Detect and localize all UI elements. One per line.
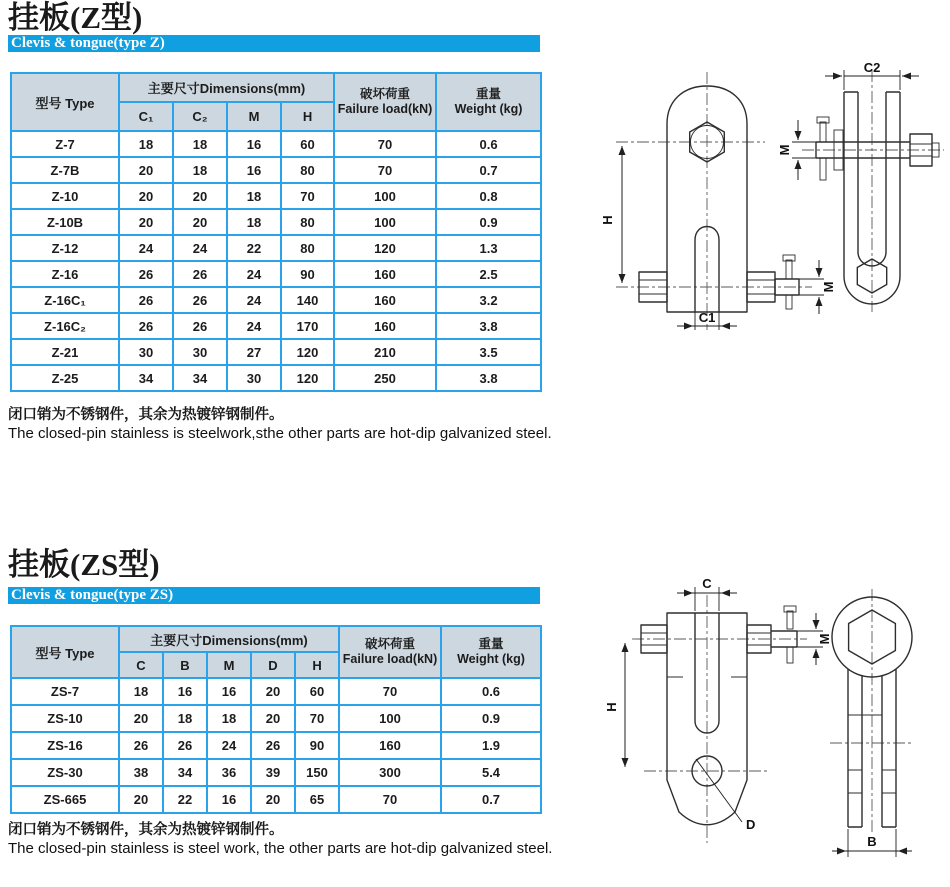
z-header-row-1 xyxy=(11,73,541,102)
type-cell: Z-16C₂ xyxy=(11,313,119,339)
value-cell: 26 xyxy=(119,732,163,759)
value-cell: 16 xyxy=(163,678,207,705)
z-col-m: M xyxy=(227,102,281,131)
value-cell: 38 xyxy=(119,759,163,786)
value-cell: 70 xyxy=(334,131,436,157)
value-cell: 30 xyxy=(173,339,227,365)
table-row xyxy=(11,339,541,365)
value-cell: 0.8 xyxy=(436,183,541,209)
zs-front-view xyxy=(604,576,832,843)
value-cell: 100 xyxy=(339,705,441,732)
table-row xyxy=(11,759,541,786)
value-cell: 300 xyxy=(339,759,441,786)
dim-label-m-front: M xyxy=(821,281,836,293)
dim-label-d: D xyxy=(746,817,756,832)
value-cell: 70 xyxy=(339,786,441,813)
value-cell: 16 xyxy=(227,131,281,157)
zs-col-type: 型号 Type xyxy=(11,626,119,678)
table-row xyxy=(11,235,541,261)
value-cell: 30 xyxy=(227,365,281,391)
value-cell: 18 xyxy=(119,678,163,705)
dim-label-c: C xyxy=(702,576,712,591)
table-row xyxy=(11,705,541,732)
table-row xyxy=(11,131,541,157)
zs-col-weight xyxy=(441,626,541,678)
dim-label-m: M xyxy=(817,633,832,645)
z-col-c1: C₁ xyxy=(119,102,173,131)
value-cell: 20 xyxy=(119,705,163,732)
value-cell: 24 xyxy=(207,732,251,759)
type-cell: Z-16 xyxy=(11,261,119,287)
value-cell: 22 xyxy=(227,235,281,261)
value-cell: 26 xyxy=(173,313,227,339)
zs-col-failure-cn: 破坏荷重 xyxy=(365,637,416,651)
value-cell: 90 xyxy=(295,732,339,759)
value-cell: 160 xyxy=(334,261,436,287)
type-cell: ZS-7 xyxy=(11,678,119,705)
value-cell: 18 xyxy=(207,705,251,732)
zs-header-row-1 xyxy=(11,626,541,652)
value-cell: 16 xyxy=(207,786,251,813)
value-cell: 1.3 xyxy=(436,235,541,261)
value-cell: 210 xyxy=(334,339,436,365)
value-cell: 16 xyxy=(207,678,251,705)
value-cell: 3.2 xyxy=(436,287,541,313)
value-cell: 24 xyxy=(227,287,281,313)
value-cell: 18 xyxy=(227,209,281,235)
value-cell: 24 xyxy=(227,261,281,287)
dim-label-m-side: M xyxy=(777,144,792,156)
zs-col-c: C xyxy=(119,652,163,678)
table-row xyxy=(11,209,541,235)
value-cell: 22 xyxy=(163,786,207,813)
value-cell: 0.7 xyxy=(436,157,541,183)
z-col-weight-cn: 重量 xyxy=(476,87,502,101)
value-cell: 34 xyxy=(119,365,173,391)
value-cell: 2.5 xyxy=(436,261,541,287)
value-cell: 20 xyxy=(119,209,173,235)
value-cell: 80 xyxy=(281,209,334,235)
value-cell: 3.8 xyxy=(436,313,541,339)
value-cell: 20 xyxy=(119,157,173,183)
value-cell: 39 xyxy=(251,759,295,786)
cotter-pin-icon xyxy=(787,611,793,629)
value-cell: 60 xyxy=(281,131,334,157)
zs-col-failure-load xyxy=(339,626,441,678)
value-cell: 100 xyxy=(334,209,436,235)
value-cell: 0.7 xyxy=(441,786,541,813)
section-z-banner: Clevis & tongue(type Z) xyxy=(8,35,540,52)
z-table-body xyxy=(11,131,541,391)
table-row xyxy=(11,157,541,183)
value-cell: 18 xyxy=(119,131,173,157)
value-cell: 5.4 xyxy=(441,759,541,786)
value-cell: 160 xyxy=(339,732,441,759)
table-row xyxy=(11,287,541,313)
z-note-chinese: 闭口销为不锈钢件，其余为热镀锌钢制件。 xyxy=(8,407,284,423)
z-col-failure-cn: 破坏荷重 xyxy=(360,87,411,101)
zs-col-dimensions-group: 主要尺寸Dimensions(mm) xyxy=(119,626,339,652)
type-cell: Z-10 xyxy=(11,183,119,209)
zs-note-chinese: 闭口销为不锈钢件，其余为热镀锌钢制件。 xyxy=(8,822,284,838)
cotter-pin-icon xyxy=(786,260,792,279)
section-zs-banner: Clevis & tongue(type ZS) xyxy=(8,587,540,604)
z-note-english: The closed-pin stainless is steelwork,sthe other parts are hot-dip galvanized steel. xyxy=(8,425,552,442)
table-row xyxy=(11,183,541,209)
z-spec-table xyxy=(10,72,542,392)
dim-label-c1: C1 xyxy=(698,310,716,325)
value-cell: 20 xyxy=(173,183,227,209)
value-cell: 34 xyxy=(163,759,207,786)
zs-col-weight-cn: 重量 xyxy=(478,637,504,651)
value-cell: 20 xyxy=(251,705,295,732)
value-cell: 120 xyxy=(281,339,334,365)
zs-col-m: M xyxy=(207,652,251,678)
value-cell: 20 xyxy=(251,678,295,705)
value-cell: 70 xyxy=(334,157,436,183)
zs-col-failure-en: Failure load(kN) xyxy=(342,652,438,666)
value-cell: 170 xyxy=(281,313,334,339)
type-cell: ZS-10 xyxy=(11,705,119,732)
value-cell: 26 xyxy=(173,261,227,287)
zs-col-weight-en: Weight (kg) xyxy=(457,652,525,666)
type-cell: Z-21 xyxy=(11,339,119,365)
value-cell: 60 xyxy=(295,678,339,705)
value-cell: 3.8 xyxy=(436,365,541,391)
type-cell: ZS-16 xyxy=(11,732,119,759)
z-technical-drawing xyxy=(592,60,950,365)
cotter-pin-icon xyxy=(820,122,826,142)
dim-label-h: H xyxy=(604,702,619,712)
z-side-view xyxy=(777,60,944,312)
value-cell: 0.9 xyxy=(441,705,541,732)
dim-label-h: H xyxy=(600,215,615,225)
value-cell: 18 xyxy=(173,131,227,157)
value-cell: 24 xyxy=(173,235,227,261)
z-col-weight xyxy=(436,73,541,131)
z-col-dimensions-group: 主要尺寸Dimensions(mm) xyxy=(119,73,334,102)
value-cell: 70 xyxy=(281,183,334,209)
dim-label-b: B xyxy=(867,834,877,849)
value-cell: 80 xyxy=(281,157,334,183)
value-cell: 26 xyxy=(119,313,173,339)
value-cell: 26 xyxy=(163,732,207,759)
table-row xyxy=(11,261,541,287)
value-cell: 0.6 xyxy=(436,131,541,157)
value-cell: 120 xyxy=(334,235,436,261)
value-cell: 160 xyxy=(334,287,436,313)
type-cell: ZS-30 xyxy=(11,759,119,786)
zs-table-body xyxy=(11,678,541,813)
value-cell: 65 xyxy=(295,786,339,813)
value-cell: 80 xyxy=(281,235,334,261)
zs-note-english: The closed-pin stainless is steel work, the other parts are hot-dip galvanized steel. xyxy=(8,840,553,857)
zs-note xyxy=(8,821,553,859)
zs-spec-table xyxy=(10,625,542,814)
value-cell: 24 xyxy=(227,313,281,339)
value-cell: 30 xyxy=(119,339,173,365)
value-cell: 0.6 xyxy=(441,678,541,705)
value-cell: 1.9 xyxy=(441,732,541,759)
type-cell: Z-7 xyxy=(11,131,119,157)
type-cell: ZS-665 xyxy=(11,786,119,813)
value-cell: 34 xyxy=(173,365,227,391)
z-col-failure-en: Failure load(kN) xyxy=(337,102,433,116)
value-cell: 100 xyxy=(334,183,436,209)
type-cell: Z-10B xyxy=(11,209,119,235)
zs-side-view xyxy=(830,589,914,857)
value-cell: 27 xyxy=(227,339,281,365)
z-col-weight-en: Weight (kg) xyxy=(454,102,523,116)
dim-label-c2: C2 xyxy=(863,60,881,75)
value-cell: 140 xyxy=(281,287,334,313)
value-cell: 0.9 xyxy=(436,209,541,235)
table-row xyxy=(11,678,541,705)
value-cell: 20 xyxy=(119,183,173,209)
zs-technical-drawing xyxy=(592,575,950,880)
value-cell: 90 xyxy=(281,261,334,287)
type-cell: Z-16C₁ xyxy=(11,287,119,313)
table-row xyxy=(11,732,541,759)
value-cell: 20 xyxy=(119,786,163,813)
value-cell: 18 xyxy=(173,157,227,183)
value-cell: 26 xyxy=(251,732,295,759)
type-cell: Z-7B xyxy=(11,157,119,183)
zs-col-h: H xyxy=(295,652,339,678)
value-cell: 26 xyxy=(173,287,227,313)
value-cell: 26 xyxy=(119,261,173,287)
value-cell: 20 xyxy=(251,786,295,813)
value-cell: 36 xyxy=(207,759,251,786)
zs-col-b: B xyxy=(163,652,207,678)
zs-col-d: D xyxy=(251,652,295,678)
value-cell: 70 xyxy=(295,705,339,732)
table-row xyxy=(11,313,541,339)
section-z-title: 挂板(Z型) xyxy=(8,0,143,35)
value-cell: 20 xyxy=(173,209,227,235)
value-cell: 250 xyxy=(334,365,436,391)
value-cell: 18 xyxy=(227,183,281,209)
value-cell: 150 xyxy=(295,759,339,786)
section-zs-title: 挂板(ZS型) xyxy=(8,547,160,582)
z-col-type: 型号 Type xyxy=(11,73,119,131)
value-cell: 26 xyxy=(119,287,173,313)
value-cell: 18 xyxy=(163,705,207,732)
table-row xyxy=(11,365,541,391)
z-front-view xyxy=(600,72,836,330)
z-note xyxy=(8,406,553,444)
value-cell: 70 xyxy=(339,678,441,705)
z-col-h: H xyxy=(281,102,334,131)
z-col-failure-load xyxy=(334,73,436,131)
value-cell: 24 xyxy=(119,235,173,261)
type-cell: Z-25 xyxy=(11,365,119,391)
value-cell: 16 xyxy=(227,157,281,183)
type-cell: Z-12 xyxy=(11,235,119,261)
value-cell: 160 xyxy=(334,313,436,339)
value-cell: 3.5 xyxy=(436,339,541,365)
top-bolt-side-icon xyxy=(816,117,939,180)
value-cell: 120 xyxy=(281,365,334,391)
z-col-c2: C₂ xyxy=(173,102,227,131)
table-row xyxy=(11,786,541,813)
